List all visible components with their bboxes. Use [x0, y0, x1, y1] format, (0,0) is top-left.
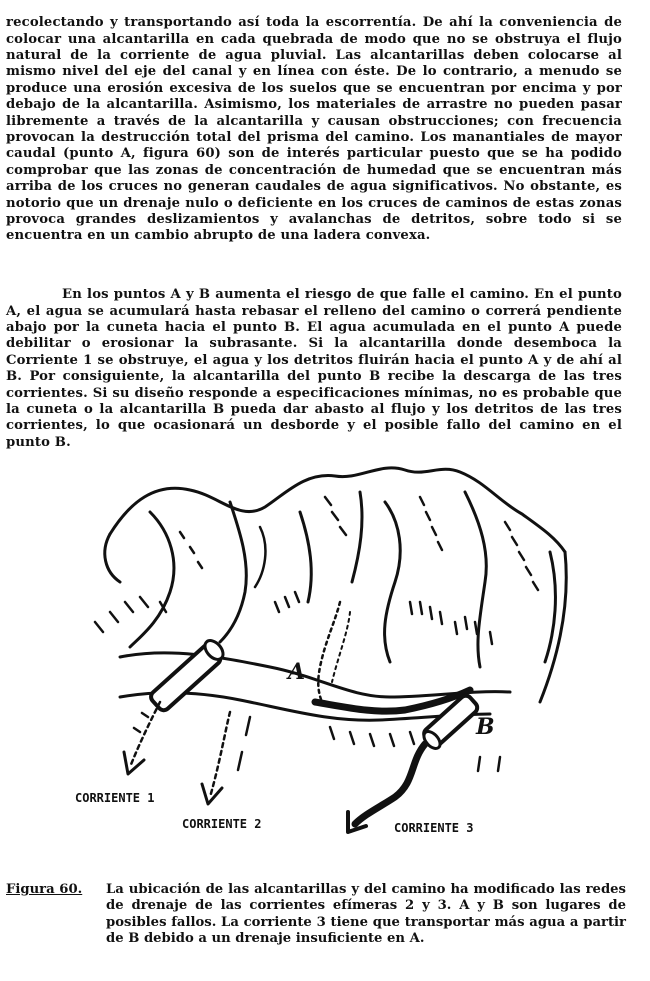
stream-3-line	[355, 744, 425, 824]
stream-1-line	[130, 702, 160, 767]
stream-2-label: CORRIENTE 2	[182, 817, 262, 831]
body-paragraph-1: recolectando y transportando así toda la escorrentía. De ahí la conveniencia de colocar una alcantarilla en cada quebrada de modo que no se obstruya el flujo natural de la corriente de agua pluvial. Las alcantarillas deben colocarse al mismo nivel del eje del canal y en línea con éste. De lo contrario, a menudo se produce una erosión excesiva de los suelos que se encuentran por encima y por debajo de la alcantarilla. Asimismo, los materiales de arrastre no pueden pasar libremente a través de la alcantarilla y causan obstrucciones; con frecuencia provocan la destrucción total del prisma del camino. Los manantiales de mayor caudal (punto A, figura 60) son de interés particular puesto que se ha podido comprobar que las zonas de concentración de humedad que se encuentran más arriba de los cruces no generan caudales de agua significativos. No obstante, es notorio que un drenaje nulo o deficiente en los cruces de caminos de estas zonas provoca grandes deslizamientos y avalanchas de detritos, sobre todo si se encuentra en un cambio abrupto de una ladera convexa.	[6, 15, 622, 244]
point-a-label: A	[288, 659, 306, 685]
ridgeline	[110, 468, 565, 552]
stream-2-line	[210, 712, 230, 797]
drainage-illustration	[60, 452, 590, 852]
stream-3-label: CORRIENTE 3	[394, 821, 474, 835]
point-b-label: B	[476, 714, 495, 740]
body-paragraph-2: En los puntos A y B aumenta el riesgo de que falle el camino. En el punto A, el agua se acumulará hasta rebasar el relleno del camino o correrá pendiente abajo por la cuneta hacia el punto B. El agua acumulada en el punto A puede debilitar o erosionar la subrasante. Si la alcantarilla donde desemboca la Corriente 1 se obstruye, el agua y los detritos fluirán hacia el punto A y de ahí al B. Por consiguiente, la alcantarilla del punto B recibe la descarga de las tres corrientes. Si su diseño responde a especificaciones mínimas, no es probable que la cuneta o la alcantarilla B pueda dar abasto al flujo y los detritos de las tres corrientes, lo que ocasionará un desborde y el posible fallo del camino en el punto B.	[6, 287, 622, 450]
stream-1-label: CORRIENTE 1	[75, 791, 155, 805]
caption-label: Figura 60.	[6, 882, 83, 897]
caption-text: La ubicación de las alcantarillas y del camino ha modificado las redes de drenaje de las corrientes efímeras 2 y 3. A y B son lugares de posibles fallos. La corriente 3 tiene que transportar más agua a partir de B debido a un drenaje insuficiente en A.	[106, 882, 626, 947]
